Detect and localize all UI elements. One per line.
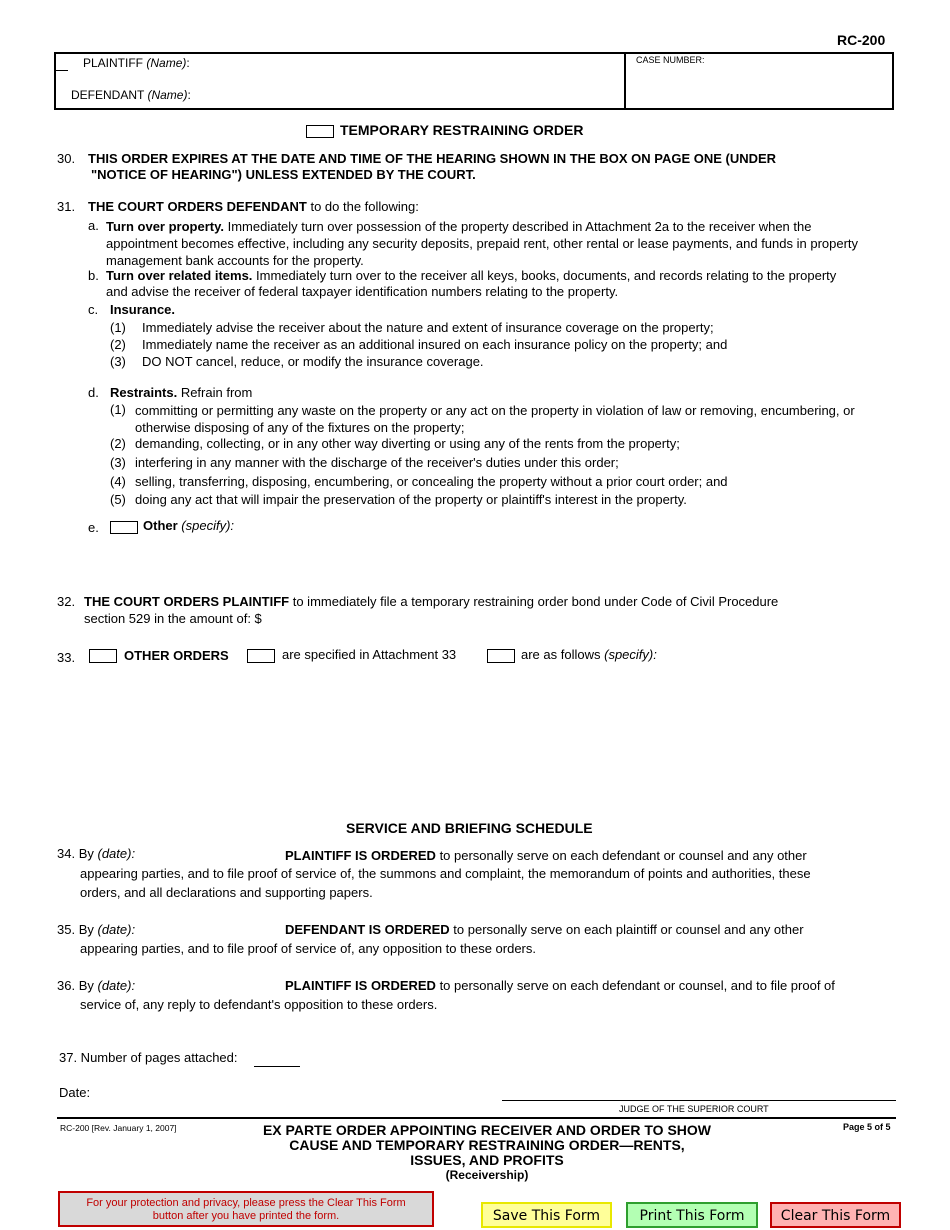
item-31c-1-text: Immediately advise the receiver about the nature and extent of insurance coverage on the property; [142, 320, 714, 335]
item-31b-letter: b. [88, 268, 99, 283]
footer-title-line1: EX PARTE ORDER APPOINTING RECEIVER AND ORDER TO SHOW [262, 1122, 712, 1138]
item-31d-5-num: (5) [110, 492, 126, 507]
item-33-attachment-checkbox[interactable] [247, 649, 275, 663]
judge-signature-line [502, 1100, 896, 1101]
judge-label: JUDGE OF THE SUPERIOR COURT [619, 1104, 769, 1114]
item-33-follows-label: are as follows (specify): [521, 647, 657, 662]
save-form-button[interactable]: Save This Form [481, 1202, 612, 1228]
tro-title: TEMPORARY RESTRAINING ORDER [340, 122, 584, 138]
item-36-line1: PLAINTIFF IS ORDERED to personally serve on each defendant or counsel, and to file proof of [285, 978, 835, 993]
item-34-by: 34. By (date): [57, 846, 136, 861]
item-31c-2-text: Immediately name the receiver as an additional insured on each insurance policy on the property; and [142, 337, 728, 352]
item-31-number: 31. [57, 199, 76, 214]
print-form-button[interactable]: Print This Form [626, 1202, 758, 1228]
item-31c-3-num: (3) [110, 354, 126, 369]
caption-tick [54, 70, 68, 71]
item-31e-label: Other (specify): [143, 518, 235, 533]
item-31c-2-num: (2) [110, 337, 126, 352]
footer-title-line2: CAUSE AND TEMPORARY RESTRAINING ORDER—RENTS, [289, 1137, 685, 1153]
item-31c-1-num: (1) [110, 320, 126, 335]
tro-checkbox[interactable] [306, 125, 334, 138]
item-31d-3-num: (3) [110, 455, 126, 470]
caption-divider [624, 54, 626, 108]
item-36-by: 36. By (date): [57, 978, 136, 993]
item-31a-text: Turn over property. Immediately turn over possession of the property described in Attachment 2a to the receiver when the appointment becomes effective, including any security deposits, prepaid rent, other rental or lease payments, and funds in property management bank accounts for the property. [106, 219, 859, 268]
privacy-notice-line1: For your protection and privacy, please press the Clear This Form [86, 1197, 406, 1209]
item-36-line2: service of, any reply to defendant's opposition to these orders. [80, 997, 438, 1012]
item-31d-3-text: interfering in any manner with the discharge of the receiver's duties under this order; [135, 455, 619, 470]
defendant-label: DEFENDANT (Name): [71, 88, 191, 102]
item-31d-2-text: demanding, collecting, or in any other way diverting or using any of the rents from the property; [135, 436, 680, 451]
footer-title-line3: ISSUES, AND PROFITS [410, 1152, 564, 1168]
item-35-line2: appearing parties, and to file proof of service of, any opposition to these orders. [80, 941, 536, 956]
date-label: Date: [59, 1085, 91, 1100]
clear-form-button[interactable]: Clear This Form [770, 1202, 901, 1228]
footer-rule [57, 1117, 896, 1119]
item-33-follows-checkbox[interactable] [487, 649, 515, 663]
case-number-label: CASE NUMBER: [636, 55, 705, 65]
footer-title [187, 1123, 787, 1183]
page-number: Page 5 of 5 [843, 1122, 891, 1132]
item-31b-text: Turn over related items. Immediately turn over to the receiver all keys, books, documents, and records relating to the property and advise the receiver of federal taxpayer identification numbers relating to the property. [106, 268, 837, 299]
item-31d-1-text: committing or permitting any waste on the property or any act on the property in violation of law or removing, encumbering, or otherwise disposing of any of the fixtures on the property; [135, 403, 855, 435]
item-30-line1: THIS ORDER EXPIRES AT THE DATE AND TIME OF THE HEARING SHOWN IN THE BOX ON PAGE ONE (UNDER [88, 151, 777, 166]
item-37-label: 37. Number of pages attached: [59, 1050, 238, 1065]
item-32-line2: section 529 in the amount of: $ [84, 611, 262, 626]
item-31c-3-text: DO NOT cancel, reduce, or modify the insurance coverage. [142, 354, 484, 369]
item-33-label: OTHER ORDERS [124, 648, 229, 663]
pages-attached-field[interactable] [254, 1066, 300, 1067]
item-34-line1: PLAINTIFF IS ORDERED to personally serve on each defendant or counsel and any other [285, 848, 807, 863]
item-32-number: 32. [57, 594, 76, 609]
privacy-notice [58, 1191, 434, 1227]
item-31d-4-num: (4) [110, 474, 126, 489]
form-code: RC-200 [837, 32, 886, 48]
item-31d-5-text: doing any act that will impair the preservation of the property or plaintiff's interest in the property. [135, 492, 687, 507]
item-31a-letter: a. [88, 218, 99, 233]
item-33-attachment-label: are specified in Attachment 33 [282, 647, 457, 662]
item-31d-letter: d. [88, 385, 99, 400]
item-35-by: 35. By (date): [57, 922, 136, 937]
item-31c-heading: Insurance. [110, 302, 176, 317]
item-32-line1: THE COURT ORDERS PLAINTIFF to immediately file a temporary restraining order bond under Code of Civil Procedure [84, 594, 779, 609]
item-35-line1: DEFENDANT IS ORDERED to personally serve on each plaintiff or counsel and any other [285, 922, 804, 937]
item-31d-1-num: (1) [110, 402, 126, 417]
plaintiff-label: PLAINTIFF (Name): [83, 56, 190, 70]
item-33-number: 33. [57, 650, 76, 665]
item-31d-4-text: selling, transferring, disposing, encumbering, or concealing the property without a prior court order; and [135, 474, 728, 489]
item-31d-heading: Restraints. Refrain from [110, 385, 253, 400]
footer-subtitle: (Receivership) [445, 1168, 529, 1182]
footer-revision: RC-200 [Rev. January 1, 2007] [60, 1123, 177, 1133]
item-31e-letter: e. [88, 520, 99, 535]
item-33-checkbox[interactable] [89, 649, 117, 663]
item-31c-letter: c. [88, 302, 99, 317]
item-31e-checkbox[interactable] [110, 521, 138, 534]
item-34-line2: appearing parties, and to file proof of service of, the summons and complaint, the memorandum of points and authorities, these [80, 866, 811, 881]
item-30-number: 30. [57, 151, 76, 166]
service-title: SERVICE AND BRIEFING SCHEDULE [346, 820, 593, 836]
item-30-line2: "NOTICE OF HEARING") UNLESS EXTENDED BY THE COURT. [91, 167, 476, 182]
item-31d-2-num: (2) [110, 436, 126, 451]
privacy-notice-line2: button after you have printed the form. [152, 1210, 340, 1222]
item-31-heading: THE COURT ORDERS DEFENDANT to do the following: [88, 199, 419, 214]
item-34-line3: orders, and all declarations and supporting papers. [80, 885, 373, 900]
